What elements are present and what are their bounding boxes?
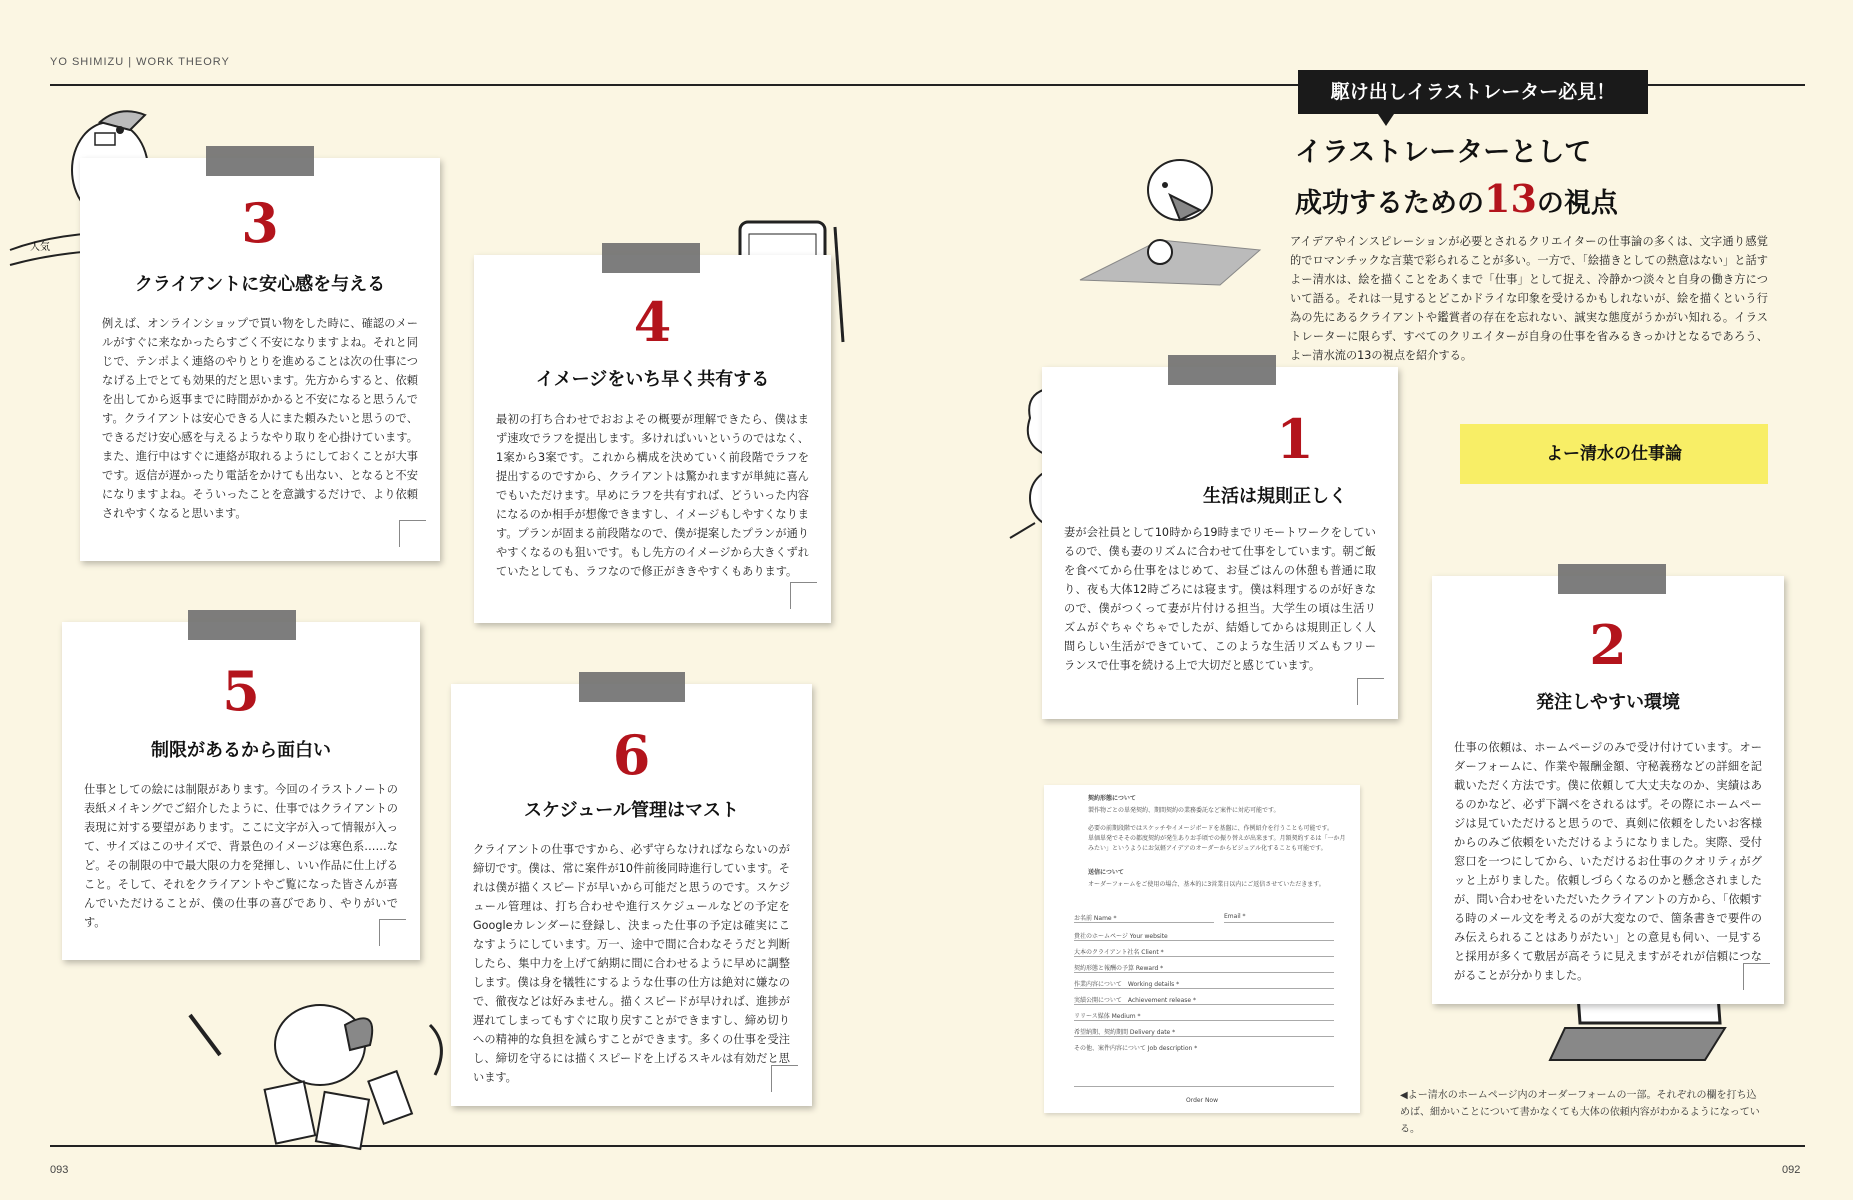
form-field-label: Email * <box>1224 913 1246 920</box>
tape <box>1168 355 1276 385</box>
page-curl <box>771 1065 798 1092</box>
form-field-line <box>1074 988 1334 989</box>
tape <box>579 672 685 702</box>
note-number: 5 <box>222 659 260 723</box>
note-body: クライアントの仕事ですから、必ず守らなければならないのが締切です。僕は、常に案件が10件前後同時進行しています。それは僕が描くスピードが早いから可能だと思うのです。スケジュール管理は、打ち合わせや進行スケジュールなどの予定をGoogleカレンダーに登録し、決まった仕事の予定は確実にこなすようにしています。万一、途中で間に合わなそうだと判断したら、集中力を上げて納期に間に合わせるように早めに調整します。僕は身を犠牲にするような仕事の仕方は絶対に嫌なので、徹夜などは好みません。描くスピードが早ければ、進捗が遅れてしまってもすぐに取り戻すことができますし、締め切りへの精神的な負担を減らすことができます。多くの仕事を受注し、締切を守るには描くスピードを上げるスキルは有効だと思います。 <box>473 843 790 1084</box>
page-curl <box>790 582 817 609</box>
note-card-5 <box>62 622 420 960</box>
form-field-label: 実績公開について Achievement release * <box>1074 997 1196 1004</box>
form-field-line <box>1224 922 1334 923</box>
form-field-line <box>1074 956 1334 957</box>
note-number: 3 <box>241 191 279 255</box>
tape <box>188 610 296 640</box>
form-field-label: 希望納期、契約期間 Delivery date * <box>1074 1029 1176 1036</box>
form-field-line <box>1074 1036 1334 1037</box>
note-card-6 <box>451 684 812 1106</box>
form-field-label: その他、案件内容について Job description * <box>1074 1045 1198 1052</box>
note-body: 最初の打ち合わせでおおよその概要が理解できたら、僕はまず速攻でラフを提出します。多ければいいというのではなく、1案から3案です。これから構成を決めていく前段階でラフを提出するのですから、クライアントは驚かれますが単純に喜んでもいただけます。早めにラフを共有すれば、どういった内容になるのか相手が想像できますし、イメージもしやすくなります。プランが固まる前段階なので、僕が提案したプランが通りやすくなるのも狙いです。もし先方のイメージから大きくずれていたとしても、ラフなので修正がききやすくもあります。 <box>496 413 809 578</box>
folio-left: 093 <box>50 1164 69 1176</box>
note-title: 制限があるから面白い <box>151 740 331 761</box>
section-label: よー清水の仕事論 <box>1460 424 1768 484</box>
tape <box>206 146 314 176</box>
tape <box>602 243 700 273</box>
note-body: 例えば、オンラインショップで買い物をした時に、確認のメールがすぐに来なかったらすごく不安になりますよね。それと同じで、テンポよく連絡のやりとりを進めることは次の仕事につなげる上でとても効果的だと思います。先方からすると、依頼を出してから返事までに時間がかかると不安になると思うんです。クライアントは安心できる人にまた頼みたいと思うので、できるだけ安心感を与えるようなやり取りを心掛けています。また、進行中はすぐに連絡が取れるようにしておくことが大事です。返信が遅かったり電話をかけても出ない、となると不安になりますよね。そういったことを意識するだけで、より依頼されやすくなると思います。 <box>102 317 418 520</box>
order-now-button: Order Now <box>1185 1097 1219 1104</box>
note-number: 4 <box>633 290 672 354</box>
form-field-line <box>1074 1086 1334 1087</box>
headline-number: 13 <box>1484 176 1537 221</box>
note-body: 妻が会社員として10時から19時までリモートワークをしているので、僕も妻のリズムに合わせて仕事をしています。朝ご飯を食べてから仕事をはじめて、お昼ごはんの休憩も普通に取り、夜も大体12時ごろには寝ます。僕は料理するのが好きなので、僕がつくって妻が片付ける担当。大学生の頃は生活リズムがぐちゃぐちゃでしたが、結婚してからは規則正しく人間らしい生活ができていて、このような生活リズムもフリーランスで仕事を続ける上で大切だと感じています。 <box>1064 526 1376 672</box>
note-number: 1 <box>1276 407 1314 471</box>
form-line: 単価単発でそその都度契約が発生ありお手頃での振り替えが出来ます。月額契約するは「一か月 <box>1088 835 1346 842</box>
form-section1-title: 契約形態について <box>1088 795 1136 802</box>
form-section2-title: 送信について <box>1088 869 1124 876</box>
form-line: オーダーフォームをご使用の場合、基本的に3営業日以内にご返信させていただきます。 <box>1088 881 1325 888</box>
form-field-label: お名前 Name * <box>1074 915 1117 922</box>
feature-banner: 駆け出しイラストレーター必見！ <box>1298 70 1648 114</box>
folio-right: 092 <box>1782 1164 1801 1176</box>
page-curl <box>379 919 406 946</box>
form-field-label: 作業内容について Working details * <box>1074 981 1180 988</box>
form-field-label: 貴社のホームページ Your website <box>1074 933 1168 940</box>
bird-drawing-illustration <box>1070 150 1270 290</box>
note-title: イメージをいち早く共有する <box>535 369 770 390</box>
note-number: 2 <box>1589 613 1627 677</box>
headline-line-1: イラストレーターとして <box>1295 137 1592 168</box>
note-card-1 <box>1042 367 1398 719</box>
headline-post: の視点 <box>1536 188 1618 219</box>
feature-intro: アイデアやインスピレーションが必要とされるクリエイターの仕事論の多くは、文字通り感覚的でロマンチックな言葉で彩られることが多い。一方で、「絵描きとしての熱意はない」と話すよー清水は、絵を描くことをあくまで「仕事」として捉え、冷静かつ淡々と自身の働き方について語る。それは一見するとどこかドライな印象を受けるかもしれないが、絵を描くという行為の先にあるクライアントや鑑賞者の存在を忘れない、誠実な態度がうかがい知れる。イラストレーターに限らず、すべてのクリエイターが自身の仕事を省みるきっかけとなるであろう、よー清水流の13の視点を紹介する。 <box>1290 235 1768 362</box>
tape <box>1558 564 1666 594</box>
form-field-label: 契約形態と報酬の予算 Reward * <box>1074 965 1164 972</box>
note-body: 仕事の依頼は、ホームページのみで受け付けています。オーダーフォームに、作業や報酬金額、守秘義務などの詳細を記載いただく方法です。僕に依頼して大丈夫なのか、実績はあるのかなど、必ず下調べをされるはず。その際にホームページは見ていただけると思うので、真剣に依頼をしたいお客様からのみご依頼をいただけるようになりました。実際、受付窓口を一つにしてから、いただけるお仕事のクオリティがグッと上がりました。依頼しづらくなるのかと懸念されましたが、問い合わせをいただいたクライアントの方から、「依頼する時のメール文を考えるのが大変なので、箇条書きで要件のみ伝えられることはありがたい」との意見も伺い、一見すると採用が多くて敷居が高そうに見えますがそれが信頼につながることが分かりました。 <box>1454 741 1762 982</box>
page-curl <box>1357 678 1384 705</box>
headline-pre: 成功するための <box>1295 188 1484 219</box>
form-field-line <box>1074 972 1334 973</box>
feature-headline <box>1295 130 1618 227</box>
form-field-line <box>1074 922 1214 923</box>
tired-bird-illustration <box>180 985 480 1175</box>
branch-label-1: 人気 <box>30 242 50 253</box>
form-field-label: リリース媒体 Medium * <box>1074 1013 1141 1020</box>
note-body: 仕事としての絵には制限があります。今回のイラストノートの表紙メイキングでご紹介したように、仕事ではクライアントの表現に対する要望があります。ここに文字が入って情報が入って、サイズはこのサイズで、背景色のイメージは寒色系……など。その制限の中で最大限の力を発揮し、いい作品に仕上げること。そして、それをクライアントやご覧になった皆さんが喜んでいただけることが、僕の仕事の喜びであり、やりがいです。 <box>84 783 398 929</box>
running-head: YO SHIMIZU | WORK THEORY <box>50 56 230 68</box>
note-card-2 <box>1432 576 1784 1004</box>
note-number: 6 <box>612 723 651 787</box>
form-field-label: 大本のクライアント社名 Client * <box>1074 949 1164 956</box>
form-field-line <box>1074 940 1334 941</box>
form-caption: ◀よー清水のホームページ内のオーダーフォームの一部。それぞれの欄を打ち込めば、細かいことについて書かなくても大体の依頼内容がわかるようになっている。 <box>1400 1090 1760 1135</box>
note-title: 生活は規則正しく <box>1203 486 1347 507</box>
note-card-3 <box>80 158 440 561</box>
order-form-screenshot <box>1044 785 1360 1113</box>
form-field-line <box>1074 1004 1334 1005</box>
form-line: みたい」というようにお気軽アイデアのオーダーからビジュアル化することも可能です。 <box>1088 845 1327 852</box>
form-line: 必要の前期段階ではスケッチやイメージボードを基盤に、作例紹介を行うことも可能です。 <box>1088 825 1334 832</box>
form-line: 製作物ごとの単発契約、期間契約の業務委託など案件に対応可能です。 <box>1088 807 1280 814</box>
page-curl <box>1743 963 1770 990</box>
headline-line-2 <box>1295 176 1618 227</box>
note-title: クライアントに安心感を与える <box>134 274 386 295</box>
page-curl <box>399 520 426 547</box>
form-field-line <box>1074 1020 1334 1021</box>
note-title: 発注しやすい環境 <box>1536 692 1680 713</box>
note-card-4 <box>474 255 831 623</box>
note-title: スケジュール管理はマスト <box>524 800 739 821</box>
